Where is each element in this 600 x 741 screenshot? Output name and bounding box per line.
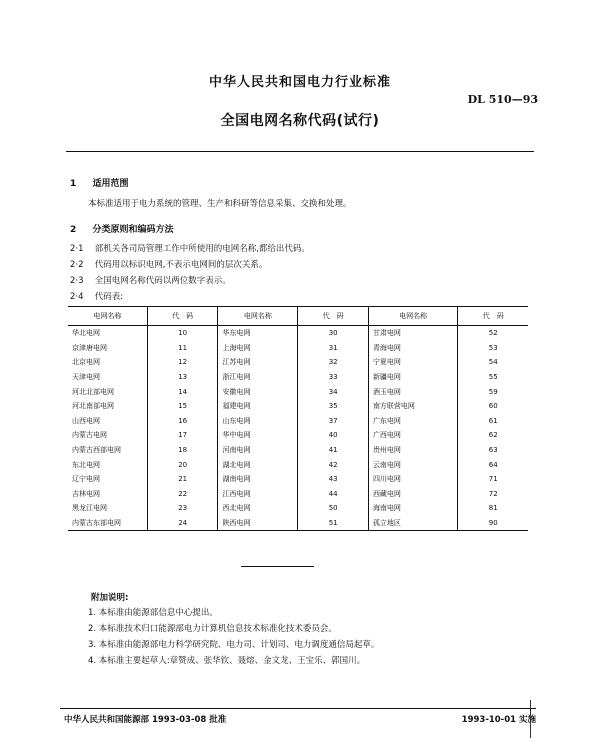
- grid-name-cell: 华东电网: [218, 326, 298, 341]
- item-2-3: [70, 274, 231, 286]
- grid-name-cell: 湖南电网: [218, 472, 298, 487]
- section-2-title: 分类原则和编码方法: [92, 225, 174, 235]
- grid-name-cell: 华中电网: [218, 428, 298, 443]
- grid-code-cell: 23: [147, 501, 218, 516]
- grid-code-cell: 32: [298, 355, 369, 370]
- grid-code-cell: 50: [298, 501, 369, 516]
- grid-code-cell: 42: [298, 457, 369, 472]
- grid-code-cell: 59: [458, 384, 528, 399]
- table-row: [68, 326, 528, 341]
- grid-name-cell: 辽宁电网: [72, 475, 100, 484]
- grid-code-cell: 90: [458, 516, 528, 531]
- grid-name-cell: 河北南部电网: [72, 402, 114, 411]
- grid-code-cell: 31: [298, 341, 369, 356]
- scan-edge-mark: [530, 700, 531, 738]
- table-row: [68, 472, 528, 487]
- grid-code-cell: 40: [298, 428, 369, 443]
- section-2-heading: [70, 222, 174, 235]
- item-text: 部机关各司局管理工作中所使用的电网名称,都给出代码。: [94, 244, 310, 254]
- table-row: [68, 355, 528, 370]
- grid-code-cell: 64: [458, 457, 528, 472]
- table-row: [68, 370, 528, 385]
- grid-code-cell: 11: [147, 341, 218, 356]
- grid-name-cell: 河南电网: [218, 443, 298, 458]
- grid-code-cell: 51: [298, 516, 369, 531]
- notes-title: 附加说明:: [91, 593, 129, 603]
- grid-name-cell: 新疆电网: [368, 370, 457, 385]
- grid-code-cell: 71: [458, 472, 528, 487]
- grid-name-cell: 西藏电网: [368, 487, 457, 502]
- note-1: 1. 本标准由能源部信息中心提出。: [88, 608, 218, 618]
- grid-name-cell: 浙江电网: [218, 370, 298, 385]
- grid-name-cell: 北京电网: [72, 358, 100, 367]
- table-row: [68, 501, 528, 516]
- item-text: 代码表:: [94, 292, 124, 302]
- grid-name-cell: 内蒙古东部电网: [68, 516, 147, 531]
- grid-name-cell: 江苏电网: [218, 355, 298, 370]
- table-header-row: [68, 307, 528, 326]
- table-end-divider: [241, 566, 314, 567]
- grid-code-cell: 52: [458, 326, 528, 341]
- grid-name-cell: 吉林电网: [72, 489, 100, 498]
- grid-name-cell: 海南电网: [368, 501, 457, 516]
- grid-name-cell: 南方联营电网: [368, 399, 457, 414]
- grid-code-cell: 15: [147, 399, 218, 414]
- grid-name-cell: 宁夏电网: [368, 355, 457, 370]
- item-number: 2·2: [70, 260, 84, 270]
- table-row: [68, 428, 528, 443]
- grid-name-cell: 青海电网: [368, 341, 457, 356]
- grid-code-cell: 43: [298, 472, 369, 487]
- grid-code-cell: 34: [298, 384, 369, 399]
- col-header-name-1: 电网名称: [68, 307, 147, 326]
- item-2-2: [70, 258, 267, 270]
- item-2-1: [70, 242, 310, 254]
- grid-code-cell: 17: [147, 428, 218, 443]
- grid-name-cell: 东北电网: [72, 460, 100, 469]
- footer-divider: [60, 708, 536, 709]
- section-1-title: 适用范围: [92, 179, 129, 189]
- grid-name-cell: 酒玉电网: [368, 384, 457, 399]
- section-1-number: 1: [70, 179, 77, 189]
- table-row: [68, 443, 528, 458]
- grid-code-cell: 10: [147, 326, 218, 341]
- grid-name-cell: 孤立地区: [368, 516, 457, 531]
- grid-name-cell: 甘肃电网: [368, 326, 457, 341]
- table-row: [68, 457, 528, 472]
- standard-code: DL 510—93: [467, 93, 538, 106]
- grid-code-cell: 72: [458, 487, 528, 502]
- grid-name-cell: 广东电网: [368, 414, 457, 429]
- table-row: [68, 399, 528, 414]
- item-number: 2·3: [70, 276, 84, 286]
- grid-name-cell: 云南电网: [368, 457, 457, 472]
- note-4: 4. 本标准主要起草人:章赞成、张华钦、聂熔、金文龙、王宝乐、郭国川。: [88, 656, 366, 666]
- note-3: 3. 本标准由能源部电力科学研究院、电力司、计划司、电力调度通信局起草。: [88, 640, 380, 650]
- col-header-name-3: 电网名称: [368, 307, 457, 326]
- approval-line: 中华人民共和国能源部 1993-03-08 批准: [64, 715, 227, 725]
- grid-name-cell: 京津唐电网: [72, 343, 107, 352]
- grid-name-cell: 内蒙古电网: [72, 431, 107, 440]
- grid-name-cell: 福建电网: [218, 399, 298, 414]
- item-text: 代码用以标识电网,不表示电网间的层次关系。: [94, 260, 268, 270]
- grid-code-cell: 35: [298, 399, 369, 414]
- effective-date: 1993-10-01 实施: [461, 715, 536, 725]
- grid-code-cell: 16: [147, 414, 218, 429]
- grid-code-cell: 13: [147, 370, 218, 385]
- section-2-number: 2: [70, 225, 77, 235]
- grid-name-cell: 山西电网: [72, 416, 100, 425]
- grid-name-cell: 黑龙江电网: [72, 504, 107, 513]
- grid-name-cell: 山东电网: [218, 414, 298, 429]
- grid-code-cell: 33: [298, 370, 369, 385]
- grid-name-cell: 华北电网: [72, 329, 100, 338]
- document-title: 全国电网名称代码(试行): [220, 113, 380, 129]
- table-row: [68, 487, 528, 502]
- grid-name-cell: 上海电网: [218, 341, 298, 356]
- grid-code-cell: 54: [458, 355, 528, 370]
- grid-code-cell: 81: [458, 501, 528, 516]
- grid-code-cell: 24: [147, 516, 218, 531]
- item-text: 全国电网名称代码以两位数字表示。: [94, 276, 231, 286]
- grid-name-cell: 天津电网: [72, 373, 100, 382]
- grid-code-cell: 53: [458, 341, 528, 356]
- grid-name-cell: 贵州电网: [368, 443, 457, 458]
- grid-code-cell: 20: [147, 457, 218, 472]
- grid-name-cell: 内蒙古西部电网: [72, 446, 121, 455]
- grid-name-cell: 四川电网: [368, 472, 457, 487]
- grid-name-cell: 湖北电网: [218, 457, 298, 472]
- grid-name-cell: 河北北部电网: [72, 387, 114, 396]
- table-row: [68, 414, 528, 429]
- item-number: 2·1: [70, 244, 84, 254]
- grid-code-cell: 61: [458, 414, 528, 429]
- grid-name-cell: 广西电网: [368, 428, 457, 443]
- grid-code-cell: 37: [298, 414, 369, 429]
- col-header-name-2: 电网名称: [218, 307, 298, 326]
- grid-name-cell: 西北电网: [218, 501, 298, 516]
- grid-code-cell: 41: [298, 443, 369, 458]
- grid-code-cell: 55: [458, 370, 528, 385]
- grid-code-cell: 30: [298, 326, 369, 341]
- item-number: 2·4: [70, 292, 84, 302]
- section-1-heading: [70, 176, 129, 189]
- table-row: [68, 384, 528, 399]
- industry-standard-heading: 中华人民共和国电力行业标准: [208, 75, 391, 90]
- grid-code-cell: 60: [458, 399, 528, 414]
- grid-name-cell: 安徽电网: [218, 384, 298, 399]
- grid-name-cell: 江西电网: [218, 487, 298, 502]
- grid-code-cell: 21: [147, 472, 218, 487]
- item-2-4: [70, 290, 123, 302]
- col-header-code-3: 代 码: [458, 307, 528, 326]
- grid-code-cell: 62: [458, 428, 528, 443]
- note-2: 2. 本标准技术归口能源部电力计算机信息技术标准化技术委员会。: [88, 624, 337, 634]
- grid-code-cell: 12: [147, 355, 218, 370]
- col-header-code-2: 代 码: [298, 307, 369, 326]
- table-row: [68, 341, 528, 356]
- grid-code-cell: 44: [298, 487, 369, 502]
- grid-name-cell: 陕西电网: [218, 516, 298, 531]
- table-row: [68, 516, 528, 531]
- grid-code-cell: 14: [147, 384, 218, 399]
- grid-code-cell: 18: [147, 443, 218, 458]
- grid-code-cell: 22: [147, 487, 218, 502]
- grid-code-table: [68, 306, 528, 531]
- col-header-code-1: 代 码: [147, 307, 218, 326]
- grid-code-cell: 63: [458, 443, 528, 458]
- section-1-text: 本标准适用于电力系统的管理、生产和科研等信息采集、交换和处理。: [88, 199, 352, 209]
- header-divider: [66, 151, 534, 152]
